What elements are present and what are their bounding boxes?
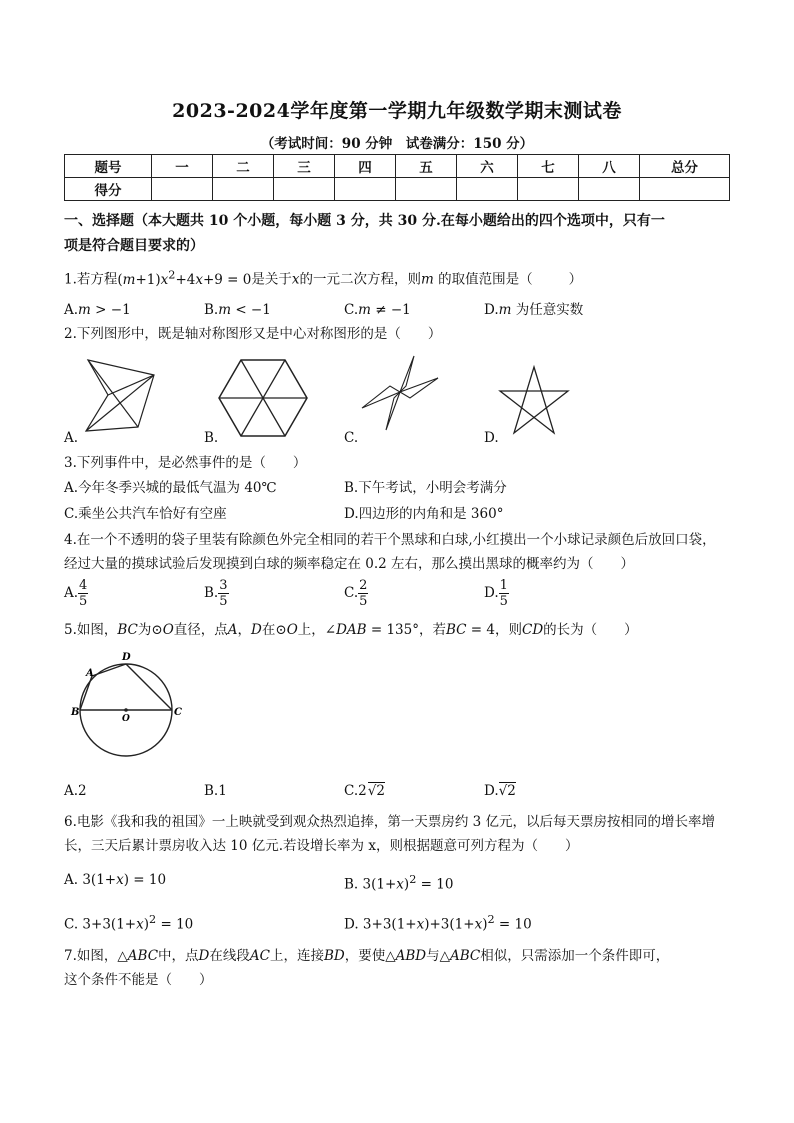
question-6-stem [64, 810, 740, 858]
q7-text: 在线段 [209, 948, 250, 964]
score-header-cell: 五 [396, 155, 457, 178]
section-heading-line1: 一、选择题（本大题共 10 个小题，每小题 3 分，共 30 分.在每小题给出的四个选项中，只有一 [64, 213, 665, 229]
fraction [78, 578, 88, 609]
q6-option-a[interactable]: A. 3(1+x) = 10 [64, 872, 167, 888]
q1-option-label: D. [484, 302, 499, 318]
q4-option-label: D. [484, 585, 499, 601]
q1-text: 的一元二次方程，则 [299, 271, 421, 288]
q6-option-label: D. [344, 916, 359, 933]
sqrt-sign: √2 [498, 783, 516, 799]
q1-option-label: B. [204, 302, 219, 318]
score-header-cell: 四 [335, 155, 396, 178]
score-cell[interactable] [457, 178, 518, 201]
q1-option-label: C. [344, 302, 359, 318]
question-7-stem [64, 944, 740, 992]
q5-option-d[interactable] [484, 780, 516, 802]
point-c-label: C [174, 707, 182, 718]
q2-option-a[interactable]: A. [64, 430, 79, 446]
point-d-label: D [122, 652, 131, 663]
score-cell[interactable] [640, 178, 730, 201]
propeller-figure-c [358, 352, 442, 432]
q6-option-b[interactable]: B. $3(1+x)^2 = 10$ [344, 873, 454, 893]
exam-subtitle: （考试时间：90 分钟 试卷满分：150 分） [260, 136, 534, 152]
q3-option-a[interactable]: A.今年冬季兴城的最低气温为 40℃ [64, 480, 277, 496]
q5-option-c[interactable] [344, 780, 385, 802]
q6-option-d[interactable]: D. $3+3(1+x)+3(1+x)^2 = 10$ [344, 913, 532, 933]
q5-text: 为 [137, 622, 152, 638]
numerator: 4 [79, 578, 88, 593]
q5-text: ，若 [419, 622, 446, 638]
q5-text: 在 [261, 622, 276, 638]
q7-text: 7.如图， [64, 948, 118, 964]
score-header-cell: 二 [213, 155, 274, 178]
score-header-cell: 六 [457, 155, 518, 178]
q4-line: 经过大量的摸球试验后发现摸到白球的频率稳定在 0.2 左右，那么摸出黑球的概率约为（ ） [64, 556, 635, 572]
denominator: 5 [219, 594, 228, 609]
question-5-stem: 5.如图，BC为⊙O直径，点A，D在⊙O上，∠DAB = 135°，若BC = 4，则CD的长为（ ） [64, 622, 638, 638]
q4-option-label: C. [344, 585, 359, 601]
q6-option-c[interactable]: C. $3+3(1+x)^2 = 10$ [64, 913, 194, 933]
fraction [218, 578, 228, 609]
score-table-header-row [65, 155, 730, 178]
q1-equation: $(m+1)x^2+4x+9 = 0$ [117, 268, 252, 288]
score-header-cell: 七 [518, 155, 579, 178]
score-header-cell: 题号 [65, 155, 152, 178]
q1-option-b[interactable]: B.m < −1 [204, 302, 271, 318]
radicand: 2 [376, 783, 385, 799]
star-figure-d [498, 365, 570, 437]
q1-text: 的取值范围是（ [438, 271, 533, 288]
q5-text: 直径，点 [173, 622, 228, 638]
q6-option-label: A. [64, 872, 79, 888]
q6-line: 长，三天后累计票房收入达 10 亿元.若设增长率为 x，则根据题意可列方程为（ ） [64, 838, 579, 854]
score-cell[interactable] [335, 178, 396, 201]
pinwheel-figure-a [78, 355, 168, 435]
q6-option-label: C. [64, 916, 79, 933]
q5-text: 5.如图， [64, 622, 118, 638]
q1-text: 是关于 [251, 271, 292, 288]
q4-option-a[interactable] [64, 578, 88, 609]
radicand: 2 [507, 783, 516, 799]
denominator: 5 [499, 594, 508, 609]
section-heading-line2: 项是符合题目要求的） [64, 238, 204, 254]
q4-line: 4.在一个不透明的袋子里装有除颜色外完全相同的若干个黑球和白球,小红摸出一个小球记录颜色后放回口袋， [64, 532, 716, 548]
q1-option-text: 为任意实数 [515, 302, 584, 318]
q3-option-b[interactable]: B.下午考试，小明会考满分 [344, 480, 507, 496]
q3-option-c[interactable]: C.乘坐公共汽车恰好有空座 [64, 506, 227, 522]
q2-option-b[interactable]: B. [204, 430, 219, 446]
score-header-cell: 一 [152, 155, 213, 178]
score-header-cell: 三 [274, 155, 335, 178]
score-header-cell: 八 [579, 155, 640, 178]
q3-option-d[interactable]: D.四边形的内角和是 360° [344, 506, 504, 522]
fraction [499, 578, 509, 609]
score-cell[interactable] [152, 178, 213, 201]
circle-figure [70, 650, 185, 765]
q7-line: 这个条件不能是（ ） [64, 972, 213, 988]
score-cell[interactable] [579, 178, 640, 201]
q5-option-label: C. [344, 783, 359, 799]
q1-text: 1.若方程 [64, 271, 118, 288]
question-1-stem: 1.若方程$(m+1)x^2+4x+9 = 0$是关于x的一元二次方程，则m 的取值范围是（ ） [64, 268, 583, 288]
denominator: 5 [79, 594, 88, 609]
q1-option-label: A. [64, 302, 79, 318]
q5-option-label: D. [484, 783, 499, 799]
q4-option-c[interactable] [344, 578, 368, 609]
q7-line: 7.如图，△ABC中，点D在线段AC上，连接BD，要使△ABD与△ABC相似，只需添加一个条件即可， [64, 948, 670, 964]
q5-text: ，则 [495, 622, 522, 638]
question-2-stem: 2.下列图形中，既是轴对称图形又是中心对称图形的是（ ） [64, 326, 442, 342]
score-header-cell: 总分 [640, 155, 730, 178]
q4-option-label: A. [64, 585, 79, 601]
hexagon-figure-b [218, 358, 308, 438]
q5-text: 的长为（ ） [543, 622, 638, 638]
score-table-score-row [65, 178, 730, 201]
score-cell[interactable] [518, 178, 579, 201]
q1-option-d[interactable]: D.m 为任意实数 [484, 302, 584, 318]
q7-text: 与 [426, 948, 440, 964]
q1-text: ） [568, 271, 583, 288]
question-3-stem: 3.下列事件中，是必然事件的是（ ） [64, 455, 307, 471]
q5-text: 上， [297, 622, 325, 638]
q1-option-a[interactable]: A.m > −1 [64, 302, 131, 318]
q7-text: 上，连接 [269, 948, 324, 964]
point-b-label: B [71, 707, 80, 718]
sqrt-sign: √2 [367, 783, 385, 799]
q2-option-c[interactable]: C. [344, 430, 359, 446]
score-cell[interactable] [274, 178, 335, 201]
q4-option-b[interactable] [204, 578, 229, 609]
q7-text: ，要使 [344, 948, 386, 964]
q7-text: 中，点 [158, 948, 199, 964]
score-table [64, 154, 730, 201]
q4-option-d[interactable] [484, 578, 509, 609]
numerator: 2 [359, 578, 368, 593]
q1-option-c[interactable]: C.m ≠ −1 [344, 302, 411, 318]
point-a-label: A [86, 668, 94, 679]
q7-text: 相似，只需添加一个条件即可， [480, 948, 670, 964]
numerator: 3 [219, 578, 228, 593]
q5-option-b[interactable]: B.1 [204, 783, 227, 799]
section-heading [64, 209, 734, 259]
q6-option-label: B. [344, 876, 359, 893]
q5-coefficient: 2 [358, 783, 367, 799]
score-cell[interactable] [213, 178, 274, 201]
q5-option-a[interactable]: A.2 [64, 783, 87, 799]
q4-option-label: B. [204, 585, 219, 601]
point-o-label: O [122, 714, 130, 724]
q6-line: 6.电影《我和我的祖国》一上映就受到观众热烈追捧，第一天票房约 3 亿元，以后每天票房按相同的增长率增 [64, 814, 716, 830]
denominator: 5 [359, 594, 368, 609]
q2-option-d[interactable]: D. [484, 430, 499, 446]
question-4-stem [64, 528, 740, 576]
exam-title: 2023-2024学年度第一学期九年级数学期末测试卷 [172, 100, 622, 122]
score-cell[interactable] [396, 178, 457, 201]
score-row-label: 得分 [65, 178, 152, 201]
fraction [358, 578, 368, 609]
numerator: 1 [499, 578, 508, 593]
